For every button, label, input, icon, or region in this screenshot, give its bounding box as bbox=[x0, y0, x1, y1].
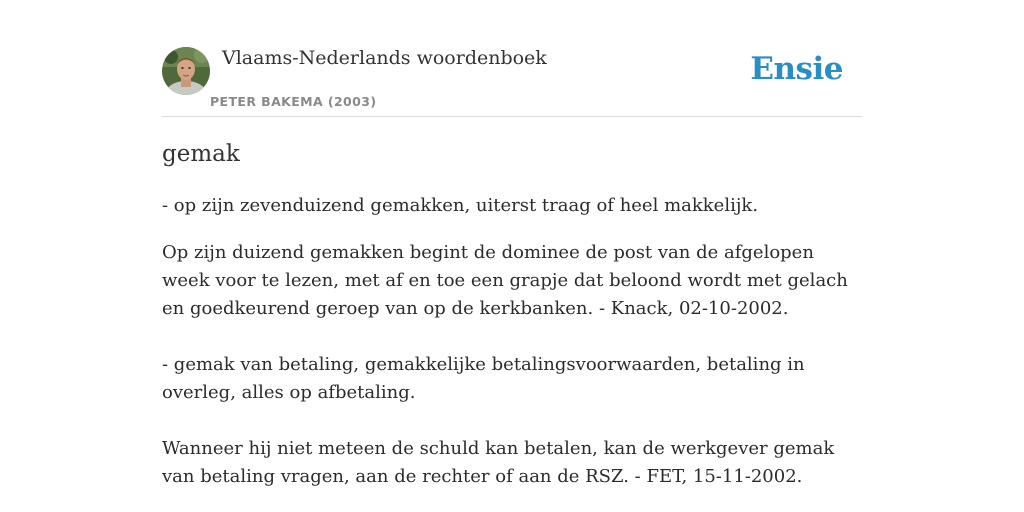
avatar-photo-icon bbox=[162, 47, 210, 95]
entry-content bbox=[162, 138, 862, 491]
entry-definition: - op zijn zevenduizend gemakken, uiterst traag of heel makkelijk. bbox=[162, 195, 759, 216]
paragraph-spacer bbox=[162, 323, 862, 351]
entry-paragraph: - gemak van betaling, gemakkelijke betalingsvoorwaarden, betaling in overleg, alles op afbetaling. bbox=[162, 354, 805, 403]
paragraph-spacer bbox=[162, 407, 862, 435]
page-title: gemak bbox=[162, 141, 240, 167]
entry-paragraph: Wanneer hij niet meteen de schuld kan betalen, kan de werkgever gemak van betaling vragen, aan de rechter of aan de RSZ. - FET, 15-11-2002. bbox=[162, 438, 835, 487]
author-name[interactable]: PETER BAKEMA (2003) bbox=[210, 94, 377, 109]
ensie-logo[interactable]: Ensie bbox=[750, 51, 843, 87]
dictionary-title[interactable]: Vlaams-Nederlands woordenboek bbox=[222, 47, 547, 69]
entry-paragraph: Op zijn duizend gemakken begint de dominee de post van de afgelopen week voor te lezen, met af en toe een grapje dat beloond wordt met gelach en goedkeurend geroep van op de kerkbanken. - Knack, 02-10-2002. bbox=[162, 242, 848, 319]
author-avatar[interactable] bbox=[162, 47, 210, 95]
entry-header bbox=[162, 46, 862, 117]
